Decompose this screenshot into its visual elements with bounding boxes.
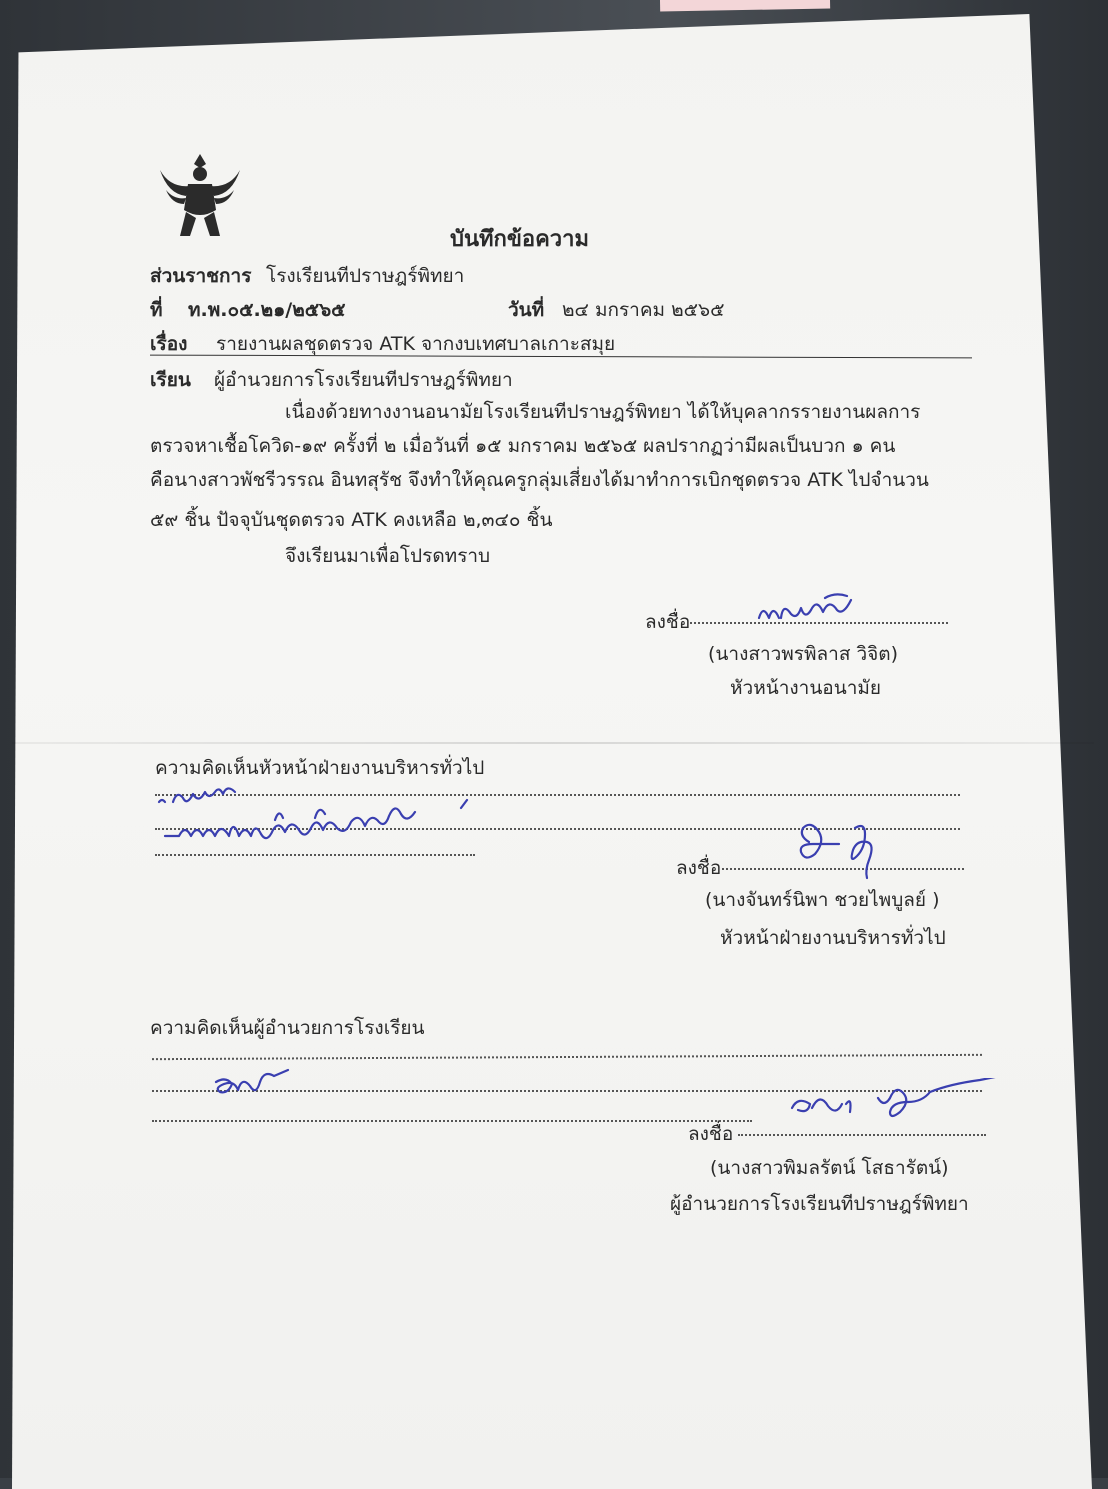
to-value: ผู้อำนวยการโรงเรียนทีปราษฎร์พิทยา [214, 369, 513, 391]
date-value: ๒๔ มกราคม ๒๕๖๕ [562, 299, 725, 321]
body-line-3: คือนางสาวพัชรีวรรณ อินทสุรัช จึงทำให้คุณครูกลุ่มเสี่ยงได้มาทำการเบิกชุดตรวจ ATK ไปจำนวน [150, 469, 929, 491]
subject-label: เรื่อง [150, 333, 188, 355]
signature-chanipa-icon [795, 818, 895, 880]
signer-position-3: ผู้อำนวยการโรงเรียนทีปราษฎร์พิทยา [670, 1193, 969, 1215]
opinion-2-handwriting-icon [212, 1068, 292, 1104]
signature-ponpilas-icon [755, 590, 865, 630]
sign-label-2: ลงชื่อ [676, 857, 722, 879]
body-line-4: ๕๙ ชิ้น ปัจจุบันชุดตรวจ ATK คงเหลือ ๒,๓๔๐ ชิ้น [150, 509, 553, 531]
agency-label: ส่วนราชการ [150, 265, 252, 287]
signer-name-3: (นางสาวพิมลรัตน์ โสธารัตน์) [710, 1157, 949, 1179]
garuda-emblem-icon [154, 150, 246, 242]
opinion-2-dotted-line-3 [152, 1120, 752, 1122]
signer-position-1: หัวหน้างานอนามัย [730, 677, 882, 699]
date-label: วันที่ [508, 299, 545, 321]
opinion-1-dotted-line-3 [155, 854, 475, 856]
signature-pimonrat-icon [782, 1078, 1008, 1134]
memo-title: บันทึกข้อความ [450, 227, 590, 252]
ref-label: ที่ [150, 299, 163, 321]
signer-position-2: หัวหน้าฝ่ายงานบริหารทั่วไป [720, 927, 946, 949]
agency-value: โรงเรียนทีปราษฎร์พิทยา [266, 265, 465, 287]
opinion-2-heading: ความคิดเห็นผู้อำนวยการโรงเรียน [150, 1017, 425, 1039]
body-line-1: เนื่องด้วยทางงานอนามัยโรงเรียนทีปราษฎร์พิทยา ได้ให้บุคลากรรายงานผลการ [285, 401, 921, 423]
to-label: เรียน [150, 369, 191, 391]
opinion-1-handwriting-icon [155, 776, 485, 852]
body-closing: จึงเรียนมาเพื่อโปรดทราบ [285, 545, 491, 567]
paper-fold-line [12, 742, 1094, 744]
signature-line-3 [738, 1134, 986, 1136]
sign-label-3: ลงชื่อ [688, 1123, 734, 1145]
signer-name-2: (นางจันทร์นิพา ชวยไพบูลย์ ) [705, 889, 940, 911]
sign-label-1: ลงชื่อ [645, 611, 691, 633]
opinion-1-heading: ความคิดเห็นหัวหน้าฝ่ายงานบริหารทั่วไป [155, 757, 485, 779]
signer-name-1: (นางสาวพรพิลาส วิจิต) [708, 643, 899, 665]
ref-value: ท.พ.๐๕.๒๑/๒๕๖๕ [188, 299, 346, 321]
body-line-2: ตรวจหาเชื้อโควิด-๑๙ ครั้งที่ ๒ เมื่อวันที่ ๑๕ มกราคม ๒๕๖๕ ผลปรากฏว่ามีผลเป็นบวก ๑ คน [150, 435, 896, 457]
subject-value: รายงานผลชุดตรวจ ATK จากงบเทศบาลเกาะสมุย [216, 333, 616, 355]
